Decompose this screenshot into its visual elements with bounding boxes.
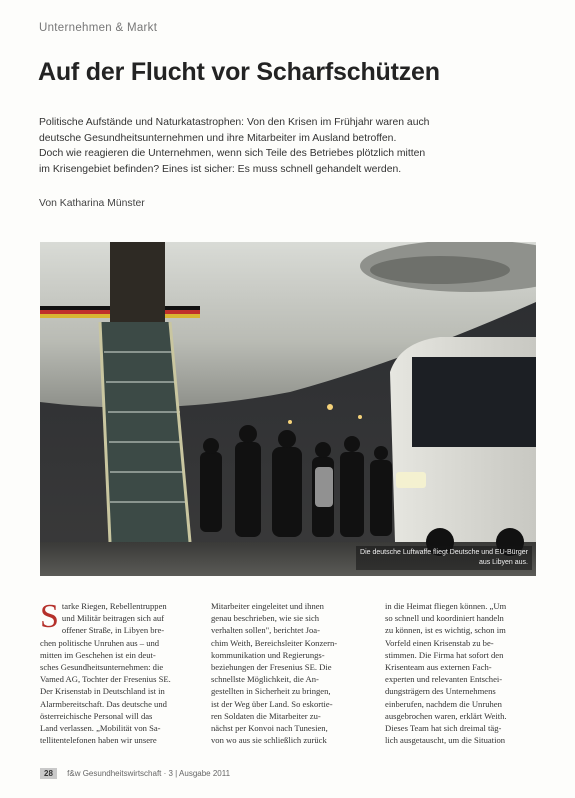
column-line: sches Gesundheitsunternehmen: die [40,662,164,673]
page-number: 28 [40,768,57,779]
column-line: Alarmbereitschaft. Das deutsche und [40,698,167,709]
column-line: Krisenteam aus externen Fach- [385,662,492,673]
lead-line: Politische Aufstände und Naturkatastrophen: Von den Krisen im Frühjahr waren auch [39,117,430,128]
lead-line: im Krisengebiet befinden? Eines ist sicher: Es muss schnell gehandelt werden. [39,163,402,175]
column-line: beziehungen der Fresenius SE. Die [211,662,332,673]
column-line: in die Heimat fliegen können. „Um [385,601,507,611]
column-line: tarke Riegen, Rebellentruppen [61,601,167,611]
lead-line: Doch wie reagieren die Unternehmen, wenn sich Teile des Betriebes plötzlich mitten [39,148,426,160]
column-line: nächst per Konvoi nach Tunesien, [211,723,328,734]
article-photo [40,242,536,576]
section-label: Unternehmen & Markt [39,22,158,34]
column-line: Land verlassen. „Mobilität von Sa- [40,723,161,734]
column-line: und Militär beitragen sich auf [61,613,165,624]
column-line: mitten im Geschehen ist ein deut- [40,649,156,660]
column-line: Vamed AG, Tochter der Fresenius SE. [40,674,171,685]
column-line: einberufen, nachdem die Unruhen [385,698,502,709]
column-line: offener Straße, in Libyen bre- [61,625,165,636]
drop-cap: S [40,602,59,632]
lead-line: deutsche Gesundheitsunternehmen und ihre Mitarbeiter im Ausland betroffen. [39,132,397,144]
column-line: von wo aus sie schließlich zurück [211,735,327,746]
column-line: ist der Weg über Land. So eskortie- [211,698,333,709]
article-column-2 [211,600,361,746]
column-line: kommunikation und Regierungs- [211,649,325,660]
publication-name: f&w Gesundheitswirtschaft · 3 | Ausgabe 2011 [67,769,231,778]
byline: Von Katharina Münster [39,198,145,209]
column-line: schnellste Möglichkeit, die An- [211,674,319,685]
column-line: österreichische Personal will das [40,710,153,721]
article-column-1 [40,600,190,746]
column-line: Mitarbeiter eingeleitet und ihnen [211,601,324,611]
page-footer [40,768,230,779]
column-line: ren Soldaten die Mitarbeiter zu- [211,710,321,721]
column-line: Der Krisenstab in Deutschland ist in [40,686,165,697]
column-line: genau beschrieben, wie sie sich [211,613,320,624]
article-title: Auf der Flucht vor Scharfschützen [38,58,440,86]
column-line: chen politische Unruhen aus – und [40,637,160,648]
column-line: chim Weith, Bereichsleiter Konzern- [211,637,338,648]
photo-caption: Die deutsche Luftwaffe fliegt Deutsche und EU-Bürger aus Libyen aus. [356,546,532,570]
column-line: tellitentelefonen haben wir unsere [40,735,157,746]
article-column-3 [385,600,535,746]
column-line: zu können, ist es wichtig, schon im [385,625,506,636]
column-line: lich ausgetauscht, um die Situation [385,735,506,746]
column-line: verhalten sollen", berichtet Joa- [211,625,320,636]
column-line: experten und relevanten Entschei- [385,674,503,685]
column-line: Vorfeld einen Krisenstab zu be- [385,637,494,648]
column-line: dungsträgern des Unternehmens [385,686,496,697]
article-lead [39,115,529,177]
column-line: stimmen. Die Firma hat sofort den [385,649,504,660]
column-line: so schnell und koordiniert handeln [385,613,504,624]
column-line: ausgebrochen waren, erklärt Weith. [385,710,507,721]
evacuation-photo-illustration [40,242,536,576]
column-line: Dieses Team hat sich dreimal täg- [385,723,502,734]
column-line: gestellten in Sicherheit zu bringen, [211,686,331,697]
